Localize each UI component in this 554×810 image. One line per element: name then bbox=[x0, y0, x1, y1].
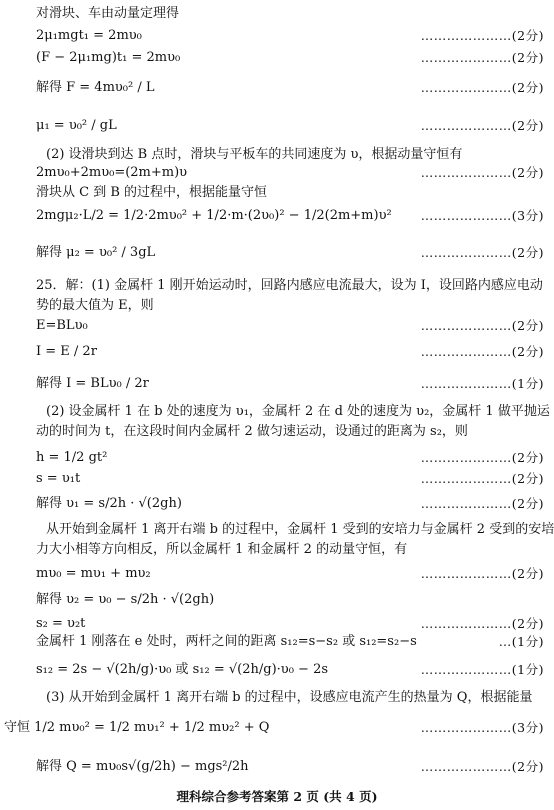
score: …………………(2分) bbox=[420, 344, 544, 359]
line-text: s = υ₁t bbox=[36, 471, 81, 486]
score: …………………(1分) bbox=[420, 662, 544, 677]
score: …………………(2分) bbox=[420, 566, 544, 581]
score: …………………(2分) bbox=[420, 759, 544, 774]
line-text: 2mυ₀+2mυ₀=(2m+m)υ bbox=[36, 165, 188, 180]
score: …………………(2分) bbox=[420, 80, 544, 95]
score: …………………(2分) bbox=[420, 496, 544, 511]
line-text: 守恒 1/2 mυ₀² = 1/2 mυ₁² + 1/2 mυ₂² + Q bbox=[4, 720, 270, 735]
line-text: 金属杆 1 刚落在 e 处时，两杆之间的距离 s₁₂=s−s₂ 或 s₁₂=s₂−s bbox=[36, 634, 417, 649]
score: …………………(2分) bbox=[420, 318, 544, 333]
line-text: 25．解：(1) 金属杆 1 刚开始运动时，回路内感应电流最大，设为 I，设回路内感应电动 bbox=[36, 278, 543, 293]
line bbox=[0, 755, 554, 779]
line bbox=[0, 686, 554, 710]
line-text: (2) 设金属杆 1 在 b 处的速度为 υ₁，金属杆 2 在 d 处的速度为 υ₂，金属杆 1 做平抛运 bbox=[46, 404, 550, 419]
line bbox=[0, 204, 554, 228]
line bbox=[0, 467, 554, 491]
line-text: 解得 Q = mυ₀s√(g/2h) − mgs²/2h bbox=[36, 759, 249, 774]
line-text: 势的最大值为 E，则 bbox=[36, 298, 154, 313]
line bbox=[0, 658, 554, 682]
line-text: 解得 μ₂ = υ₀² / 3gL bbox=[36, 245, 156, 260]
score: …………………(1分) bbox=[420, 376, 544, 391]
score: …………………(2分) bbox=[420, 118, 544, 133]
line-text: 解得 I = BLυ₀ / 2r bbox=[36, 376, 149, 391]
line bbox=[0, 420, 554, 444]
score: …………………(2分) bbox=[420, 28, 544, 43]
line bbox=[0, 46, 554, 70]
line bbox=[0, 716, 554, 740]
score: …………………(3分) bbox=[420, 208, 544, 223]
line-text: h = 1/2 gt² bbox=[36, 450, 108, 465]
line bbox=[0, 76, 554, 100]
line-text: 解得 υ₂ = υ₀ − s/2h · √(2gh) bbox=[36, 592, 215, 607]
line bbox=[0, 372, 554, 396]
line-text: 滑块从 C 到 B 的过程中，根据能量守恒 bbox=[36, 185, 268, 200]
line-text: 力大小相等方向相反，所以金属杆 1 和金属杆 2 的动量守恒，有 bbox=[36, 542, 408, 557]
line bbox=[0, 492, 554, 516]
score: …………………(2分) bbox=[420, 165, 544, 180]
line bbox=[0, 181, 554, 205]
line bbox=[0, 114, 554, 138]
line-text: (F − 2μ₁mg)t₁ = 2mυ₀ bbox=[36, 50, 181, 65]
line bbox=[0, 562, 554, 586]
line-text: 2mgμ₂·L/2 = 1/2·2mυ₀² + 1/2·m·(2υ₀)² − 1/2(2m+m)υ² bbox=[36, 208, 392, 223]
line bbox=[0, 241, 554, 265]
line bbox=[0, 630, 554, 654]
page-footer: 理科综合参考答案第 2 页 (共 4 页) bbox=[176, 789, 378, 804]
line-text: 解得 υ₁ = s/2h · √(2gh) bbox=[36, 496, 182, 511]
line-text: 对滑块、车由动量定理得 bbox=[36, 6, 180, 21]
line-text: (2) 设滑块到达 B 点时，滑块与平板车的共同速度为 υ，根据动量守恒有 bbox=[46, 147, 463, 162]
score: …………………(2分) bbox=[420, 471, 544, 486]
score: …(1分) bbox=[498, 634, 544, 649]
line-text: 从开始到金属杆 1 离开右端 b 的过程中，金属杆 1 受到的安培力与金属杆 2 受到的安培 bbox=[46, 522, 554, 537]
line-text: 解得 F = 4mυ₀² / L bbox=[36, 80, 155, 95]
line-text: 动的时间为 t，在这段时间内金属杆 2 做匀速运动，设通过的距离为 s₂，则 bbox=[36, 424, 468, 439]
line-text: μ₁ = υ₀² / gL bbox=[36, 118, 117, 133]
line bbox=[0, 340, 554, 364]
line-text: (3) 从开始到金属杆 1 离开右端 b 的过程中，设感应电流产生的热量为 Q，根据能量 bbox=[46, 690, 533, 705]
line-text: I = E / 2r bbox=[36, 344, 97, 359]
line-text: E=BLυ₀ bbox=[36, 318, 88, 333]
line bbox=[0, 314, 554, 338]
line-text: mυ₀ = mυ₁ + mυ₂ bbox=[36, 566, 151, 581]
score: …………………(2分) bbox=[420, 616, 544, 631]
line bbox=[0, 588, 554, 612]
score: …………………(2分) bbox=[420, 245, 544, 260]
line bbox=[0, 538, 554, 562]
line bbox=[0, 2, 554, 26]
score: …………………(2分) bbox=[420, 450, 544, 465]
line-text: s₂ = υ₂t bbox=[36, 616, 86, 631]
score: …………………(2分) bbox=[420, 50, 544, 65]
line-text: 2μ₁mgt₁ = 2mυ₀ bbox=[36, 28, 142, 43]
line-text: s₁₂ = 2s − √(2h/g)·υ₀ 或 s₁₂ = √(2h/g)·υ₀ − 2s bbox=[36, 662, 329, 677]
score: …………………(3分) bbox=[420, 720, 544, 735]
line bbox=[0, 24, 554, 48]
